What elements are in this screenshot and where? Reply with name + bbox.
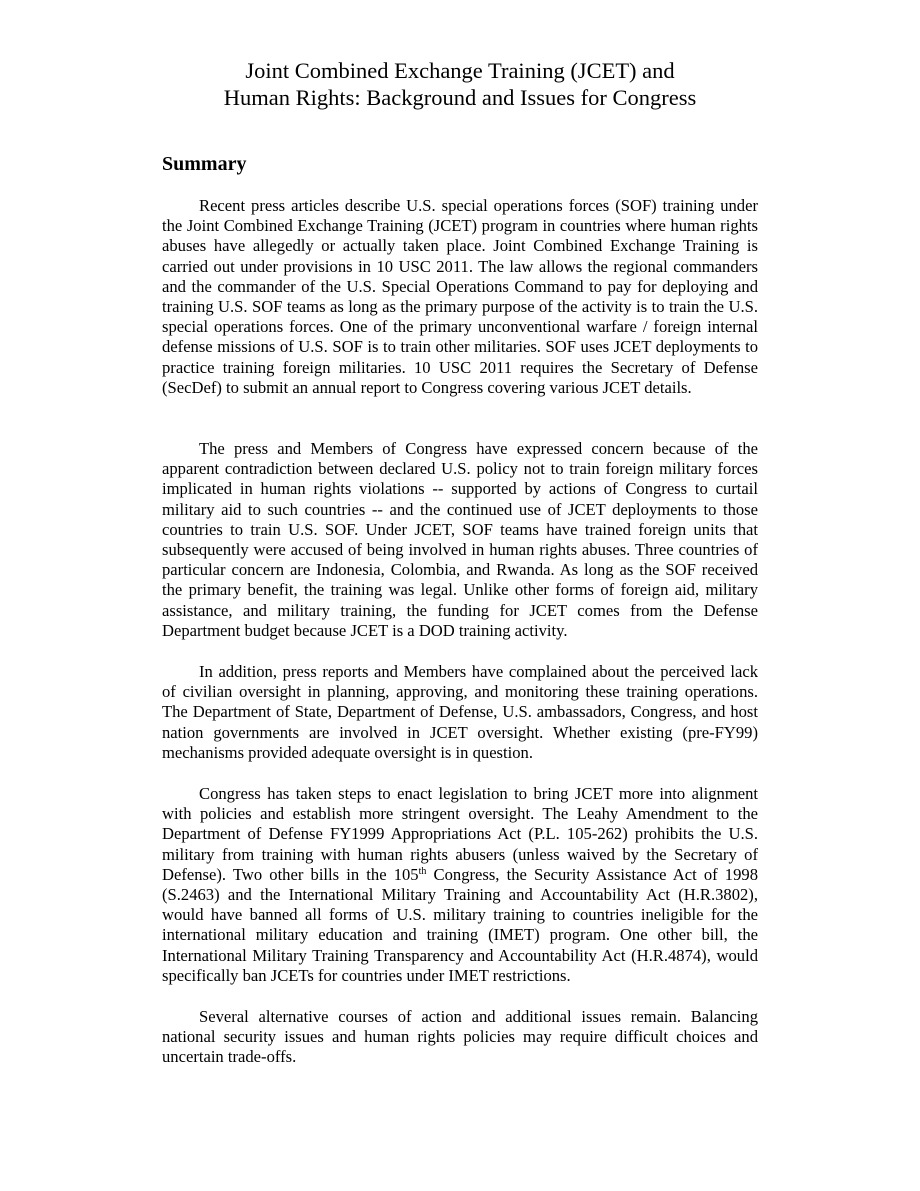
summary-paragraph-4 bbox=[162, 784, 758, 986]
ordinal-superscript: th bbox=[418, 865, 427, 877]
paragraph-4-text-part-1: Congress has taken steps to enact legislation to bring JCET more into alignment with policies and establish more stringent oversight. The Leahy Amendment to the Department of Defense FY1999 Appropriations Act (P.L. 105-262) prohibits the U.S. military from training with human rights abusers (unless waived by the Secretary of Defense). Two other bills in the 105 bbox=[162, 784, 758, 884]
title-line-1: Joint Combined Exchange Training (JCET) and bbox=[245, 58, 675, 83]
summary-paragraph-1: Recent press articles describe U.S. special operations forces (SOF) training under the Joint Combined Exchange Training (JCET) program in countries where human rights abuses have allegedly or actually taken place. Joint Combined Exchange Training is carried out under provisions in 10 USC 2011. The law allows the regional commanders and the commander of the U.S. Special Operations Command to pay for deploying and training U.S. SOF teams as long as the primary purpose of the activity is to train the U.S. special operations forces. One of the primary unconventional warfare / foreign internal defense missions of U.S. SOF is to train other militaries. SOF uses JCET deployments to practice training foreign militaries. 10 USC 2011 requires the Secretary of Defense (SecDef) to submit an annual report to Congress covering various JCET details. bbox=[162, 196, 758, 397]
document-title bbox=[0, 57, 920, 111]
title-line-2: Human Rights: Background and Issues for Congress bbox=[223, 85, 697, 110]
section-heading-summary: Summary bbox=[162, 153, 247, 175]
summary-paragraph-3: In addition, press reports and Members have complained about the perceived lack of civilian oversight in planning, approving, and monitoring these training operations. The Department of State, Department of Defense, U.S. ambassadors, Congress, and host nation governments are involved in JCET oversight. Whether existing (pre-FY99) mechanisms provided adequate oversight is in question. bbox=[162, 662, 758, 762]
summary-paragraph-2: The press and Members of Congress have expressed concern because of the apparent contradiction between declared U.S. policy not to train foreign military forces implicated in human rights violations -- supported by actions of Congress to curtail military aid to such countries -- and the continued use of JCET deployments to those countries to train U.S. SOF. Under JCET, SOF teams have trained foreign units that subsequently were accused of being involved in human rights abuses. Three countries of particular concern are Indonesia, Colombia, and Rwanda. As long as the SOF received the primary benefit, the training was legal. Unlike other forms of foreign aid, military assistance, and military training, the funding for JCET comes from the Defense Department budget because JCET is a DOD training activity. bbox=[162, 439, 758, 640]
paragraph-4-text-part-2: Congress, the Security Assistance Act of 1998 (S.2463) and the International Military Training and Accountability Act (H.R.3802), would have banned all forms of U.S. military training to countries ineligible for the international military education and training (IMET) program. One other bill, the International Military Training Transparency and Accountability Act (H.R.4874), would specifically ban JCETs for countries under IMET restrictions. bbox=[162, 864, 758, 985]
summary-paragraph-5: Several alternative courses of action and additional issues remain. Balancing national security issues and human rights policies may require difficult choices and uncertain trade-offs. bbox=[162, 1007, 758, 1067]
